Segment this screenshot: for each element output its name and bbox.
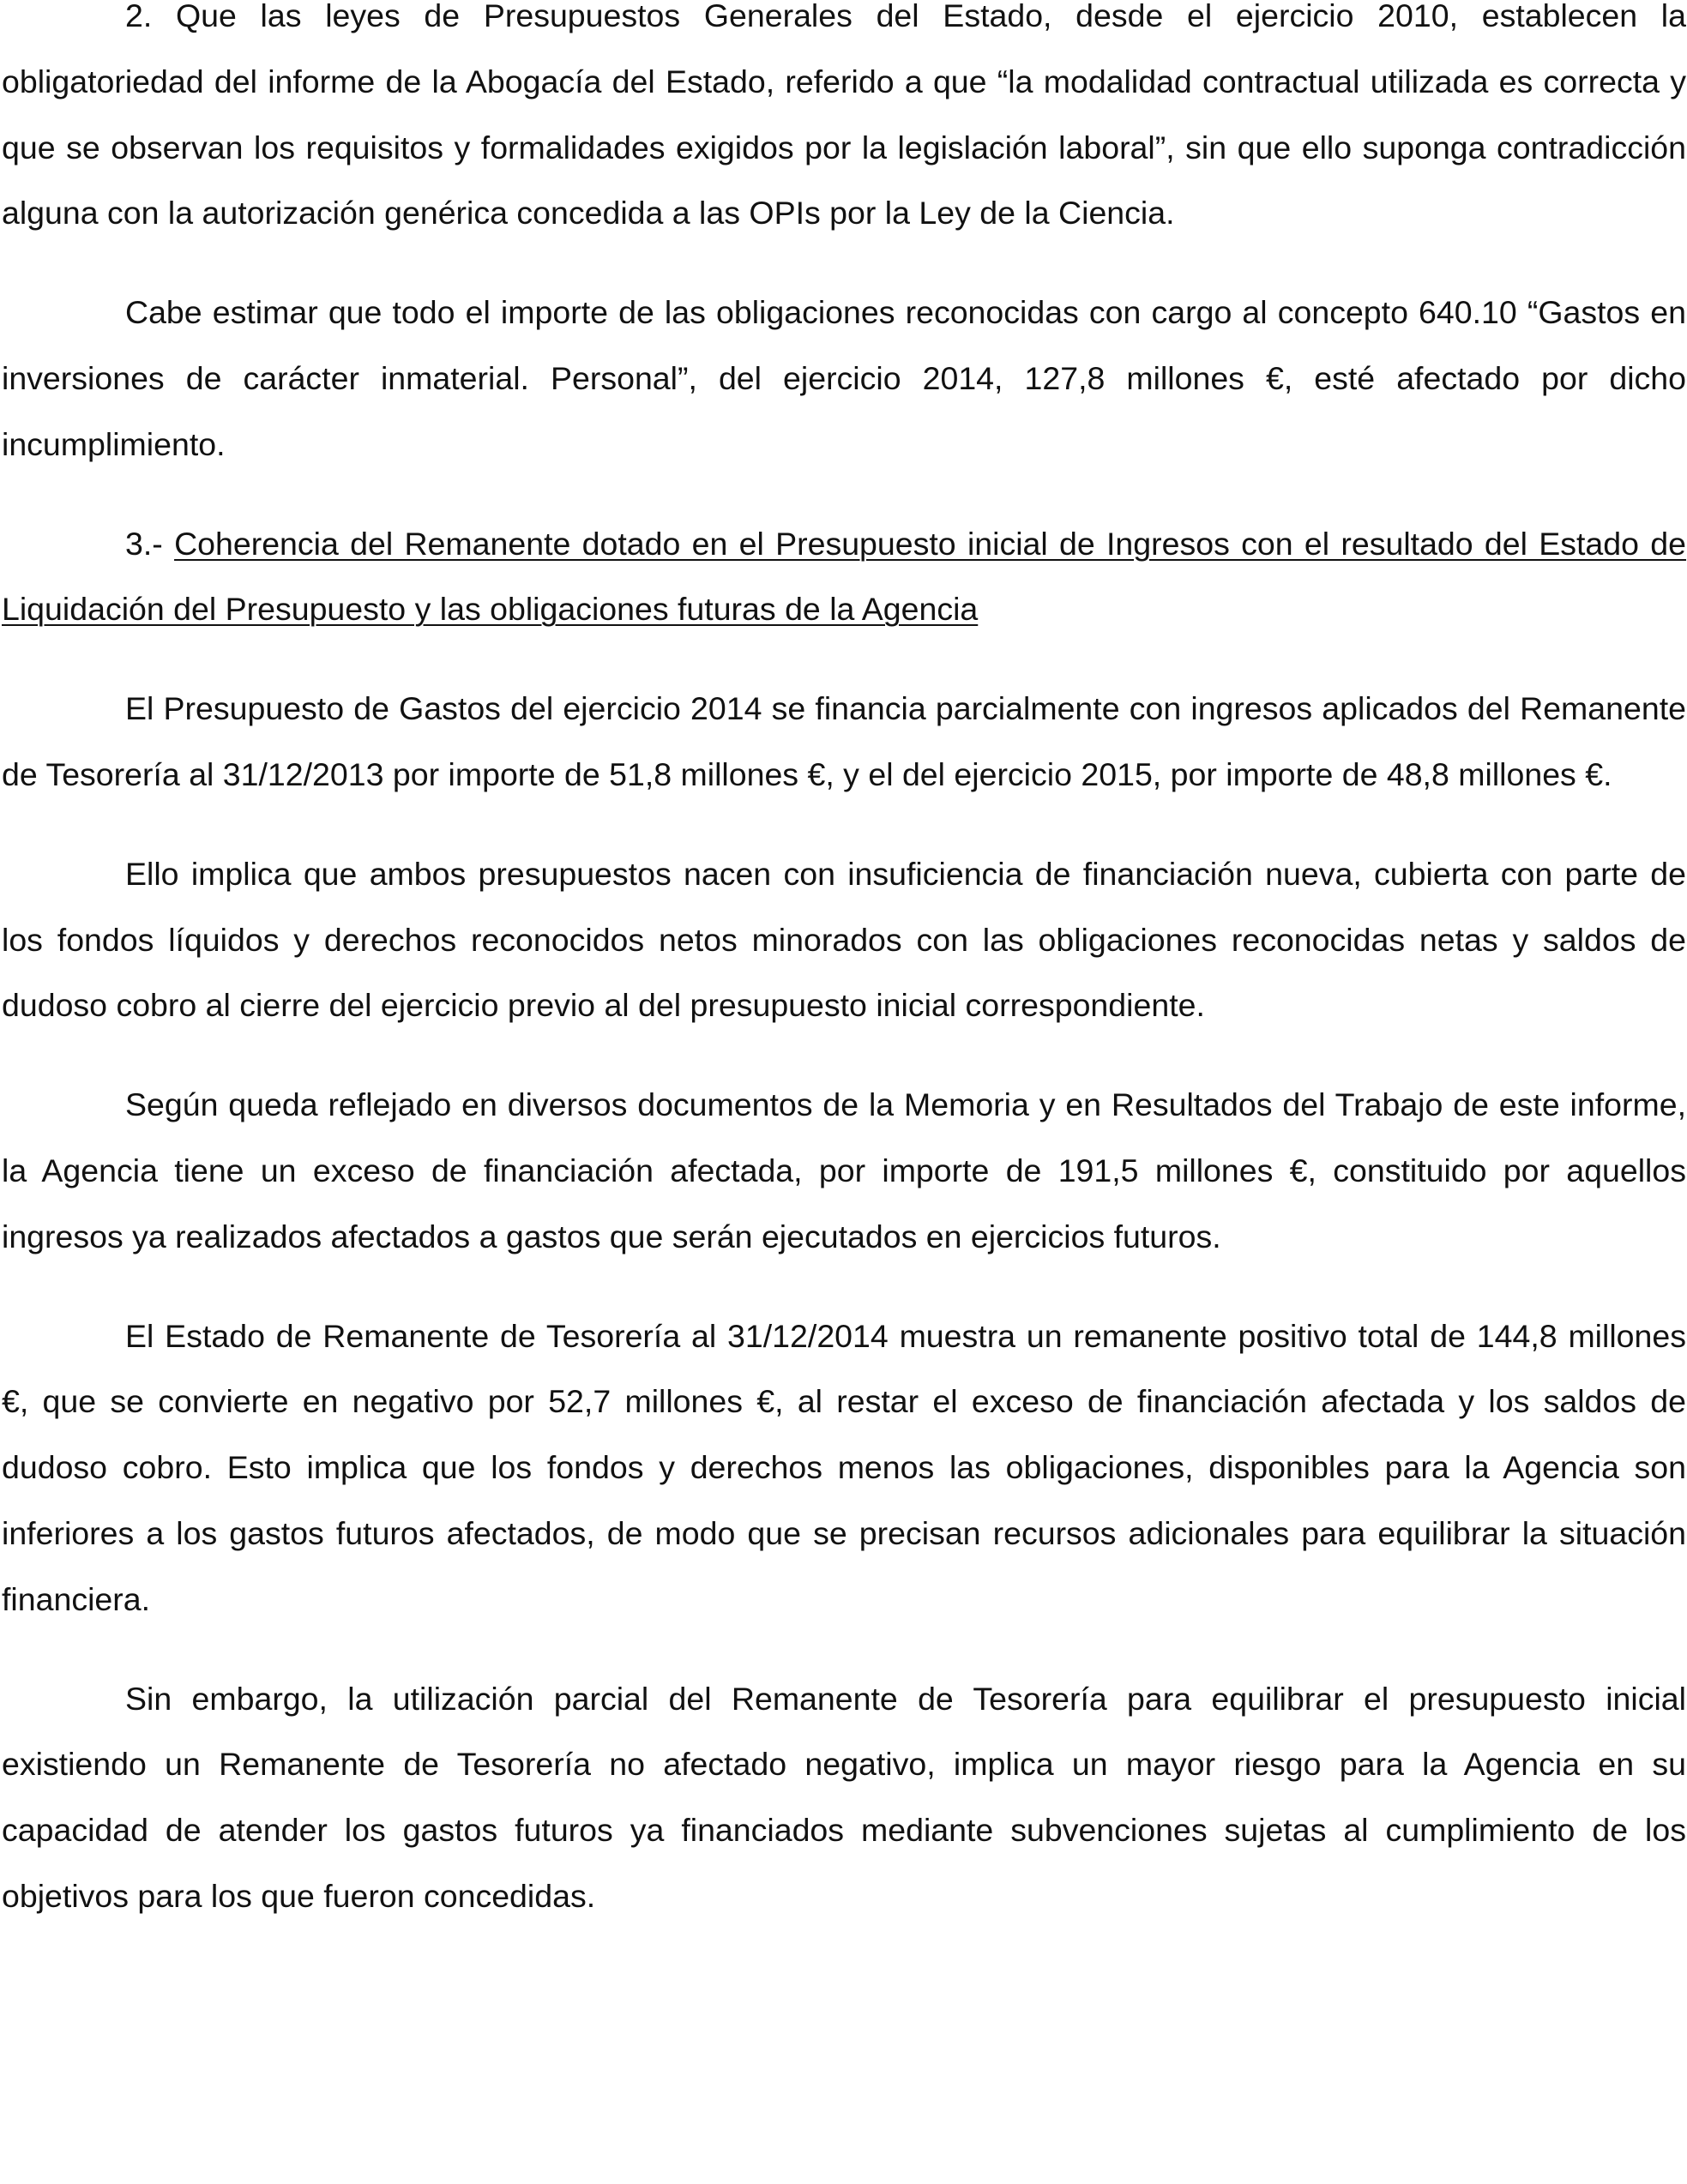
paragraph-excess-financing: Según queda reflejado en diversos documentos de la Memoria y en Resultados del Trabajo de este informe, la Agencia tiene un exceso de financiación afectada, por importe de 191,5 millones €, constituido por aquellos ingresos ya realizados afectados a gastos que serán ejecutados en ejercicios futuros. [2, 1086, 1686, 1254]
paragraph-insufficient-financing: Ello implica que ambos presupuestos nacen con insuficiencia de financiación nueva, cubierta con parte de los fondos líquidos y derechos reconocidos netos minorados con las obligaciones reconocidas netas y saldos de dudoso cobro al cierre del ejercicio previo al del presupuesto inicial correspondiente. [2, 855, 1686, 1024]
paragraph-budget-financing: El Presupuesto de Gastos del ejercicio 2014 se financia parcialmente con ingresos aplicados del Remanente de Tesorería al 31/12/2013 por importe de 51,8 millones €, y el del ejercicio 2015, por importe de 48,8 millones €. [2, 690, 1686, 792]
paragraph-abogacia-report: 2. Que las leyes de Presupuestos Generales del Estado, desde el ejercicio 2010, establecen la obligatoriedad del informe de la Abogacía del Estado, referido a que “la modalidad contractual utilizada es correcta y que se observan los requisitos y formalidades exigidos por la legislación laboral”, sin que ello suponga contradicción alguna con la autorización genérica concedida a las OPIs por la Ley de la Ciencia. [2, 0, 1686, 232]
section-number: 3.- [125, 525, 175, 562]
paragraph-risk-conclusion: Sin embargo, la utilización parcial del Remanente de Tesorería para equilibrar el presupuesto inicial existiendo un Remanente de Tesorería no afectado negativo, implica un mayor riesgo para la Agencia en su capacidad de atender los gastos futuros ya financiados mediante subvenciones sujetas al cumplimiento de los objetivos para los que fueron concedidas. [2, 1680, 1686, 1914]
document-page [2, 0, 1686, 1929]
section-heading-remanente [2, 511, 1686, 643]
paragraph-treasury-remainder: El Estado de Remanente de Tesorería al 31/12/2014 muestra un remanente positivo total de 144,8 millones €, que se convierte en negativo por 52,7 millones €, al restar el exceso de financiación afectada y los saldos de dudoso cobro. Esto implica que los fondos y derechos menos las obligaciones, disponibles para la Agencia son inferiores a los gastos futuros afectados, de modo que se precisan recursos adicionales para equilibrar la situación financiera. [2, 1317, 1686, 1617]
section-title: Coherencia del Remanente dotado en el Presupuesto inicial de Ingresos con el resultado del Estado de Liquidación del Presupuesto y las obligaciones futuras de la Agencia [2, 525, 1687, 628]
paragraph-personal-expenses: Cabe estimar que todo el importe de las obligaciones reconocidas con cargo al concepto 640.10 “Gastos en inversiones de carácter inmaterial. Personal”, del ejercicio 2014, 127,8 millones €, esté afectado por dicho incumplimiento. [2, 294, 1686, 462]
